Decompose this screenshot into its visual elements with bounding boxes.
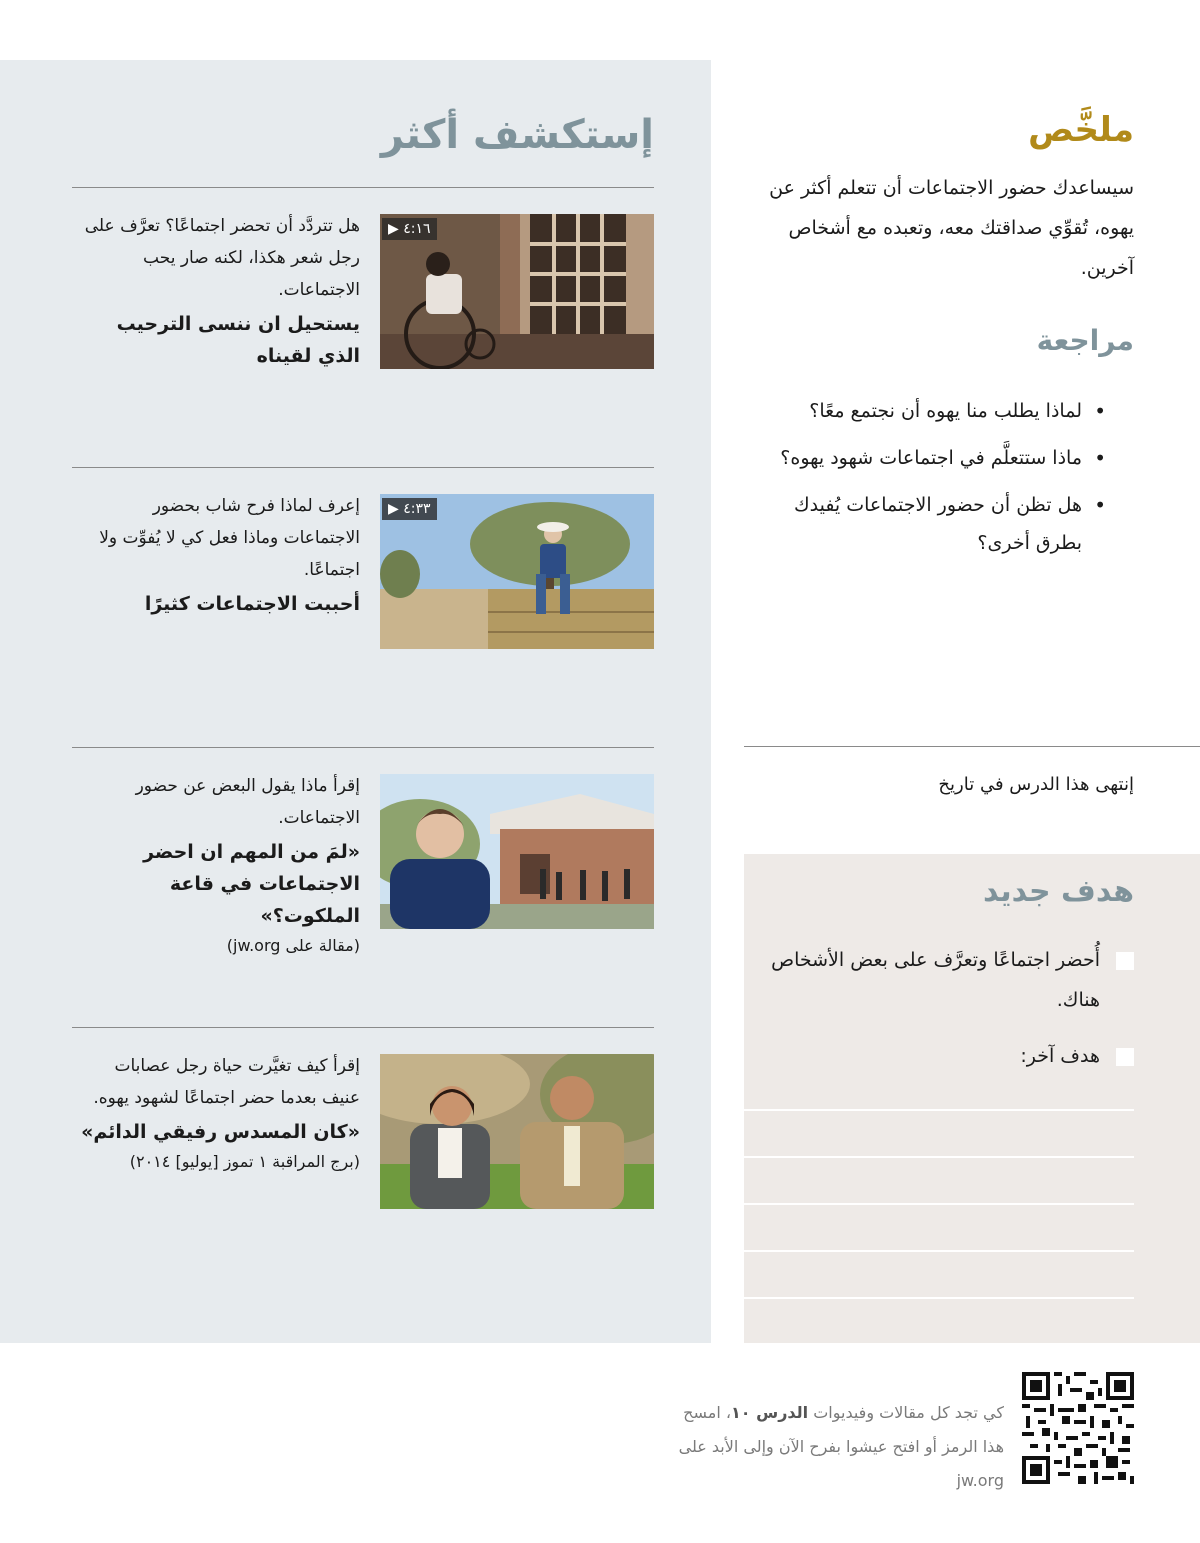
explore-more-title: إستكشف أكثر bbox=[380, 112, 654, 158]
explore-item-source: (برج المراقبة ١ تموز [يوليو] ٢٠١٤) bbox=[129, 1152, 360, 1171]
review-title: مراجعة bbox=[1036, 324, 1134, 357]
article-thumbnail-kingdom-hall[interactable] bbox=[380, 774, 654, 929]
explore-item-link[interactable]: أحببت الاجتماعات كثيرًا bbox=[144, 593, 360, 615]
new-goal-title: هدف جديد bbox=[983, 874, 1134, 909]
review-question: • لماذا يطلب منا يهوه أن نجتمع معًا؟ bbox=[744, 392, 1134, 430]
divider bbox=[72, 1027, 654, 1028]
review-list bbox=[744, 392, 1134, 571]
goal-item-text: أُحضر اجتماعًا وتعرَّف على بعض الأشخاص هناك. bbox=[771, 949, 1100, 1011]
play-icon: ▶ bbox=[388, 221, 399, 237]
video-thumbnail-hay-bales[interactable] bbox=[380, 494, 654, 649]
goal-item-text: هدف آخر: bbox=[1020, 1045, 1100, 1067]
review-question: • ماذا ستتعلَّم في اجتماعات شهود يهوه؟ bbox=[744, 439, 1134, 477]
divider bbox=[72, 187, 654, 188]
explore-item-description: هل تتردَّد أن تحضر اجتماعًا؟ تعرَّف على رجل شعر هكذا، لكنه صار يحب الاجتماعات. bbox=[84, 216, 360, 300]
video-thumbnail-wheelchair[interactable] bbox=[380, 214, 654, 369]
goal-checkbox[interactable] bbox=[1116, 952, 1134, 970]
goal-item-1 bbox=[744, 940, 1134, 1020]
explore-more-panel bbox=[0, 60, 711, 1343]
video-duration: ٤:٣٣ bbox=[403, 501, 431, 517]
review-question: • هل تظن أن حضور الاجتماعات يُفيدك بطرق أخرى؟ bbox=[744, 486, 1134, 562]
footer-text-before: كي تجد كل مقالات وفيديوات bbox=[808, 1403, 1004, 1422]
new-goal-panel bbox=[744, 854, 1200, 1343]
explore-item-link[interactable]: يستحيل ان ننسى الترحيب الذي لقيناه bbox=[116, 313, 360, 367]
play-icon: ▶ bbox=[388, 501, 399, 517]
write-line[interactable] bbox=[744, 1203, 1134, 1205]
explore-item-source: (مقالة على jw.org) bbox=[226, 936, 360, 955]
footer-text bbox=[660, 1396, 1004, 1498]
explore-item-4-text bbox=[72, 1050, 360, 1176]
explore-item-link[interactable]: «لمَ من المهم ان احضر الاجتماعات في قاعة الملكوت؟» bbox=[143, 841, 360, 927]
explore-item-description: إقرأ كيف تغيَّرت حياة رجل عصابات عنيف بعدما حضر اجتماعًا لشهود يهوه. bbox=[93, 1056, 360, 1108]
goal-item-2 bbox=[744, 1036, 1134, 1076]
qr-code-icon[interactable] bbox=[1022, 1372, 1134, 1484]
footer-lesson-number: الدرس ١٠ bbox=[731, 1403, 809, 1422]
video-duration: ٤:١٦ bbox=[403, 221, 431, 237]
explore-item-2-text bbox=[72, 490, 360, 620]
video-duration-badge bbox=[382, 498, 437, 520]
write-line[interactable] bbox=[744, 1109, 1134, 1111]
goal-checkbox[interactable] bbox=[1116, 1048, 1134, 1066]
write-line[interactable] bbox=[744, 1156, 1134, 1158]
explore-item-1-text bbox=[72, 210, 360, 372]
video-duration-badge bbox=[382, 218, 437, 240]
divider bbox=[744, 746, 1200, 747]
explore-item-description: إقرأ ماذا يقول البعض عن حضور الاجتماعات. bbox=[135, 776, 360, 828]
explore-item-description: إعرف لماذا فرح شاب بحضور الاجتماعات وماذا فعل كي لا يُفوِّت ولا اجتماعًا. bbox=[99, 496, 360, 580]
divider bbox=[72, 747, 654, 748]
explore-item-link[interactable]: «كان المسدس رفيقي الدائم» bbox=[81, 1121, 360, 1143]
summary-body: سيساعدك حضور الاجتماعات أن تتعلم أكثر عن يهوه، تُقوِّي صداقتك معه، وتعبده مع أشخاص آخرين. bbox=[769, 177, 1134, 279]
footer-text-after: ، امسح هذا الرمز أو افتح عيشوا بفرح الآن وإلى الأبد على jw.org bbox=[678, 1403, 1004, 1490]
article-thumbnail-couple[interactable] bbox=[380, 1054, 654, 1209]
explore-item-3-text bbox=[72, 770, 360, 960]
write-line[interactable] bbox=[744, 1250, 1134, 1252]
lesson-completed-date-label[interactable]: إنتهى هذا الدرس في تاريخ bbox=[938, 774, 1134, 795]
divider bbox=[72, 467, 654, 468]
summary-title: ملخَّص bbox=[1028, 110, 1134, 150]
write-line[interactable] bbox=[744, 1297, 1134, 1299]
